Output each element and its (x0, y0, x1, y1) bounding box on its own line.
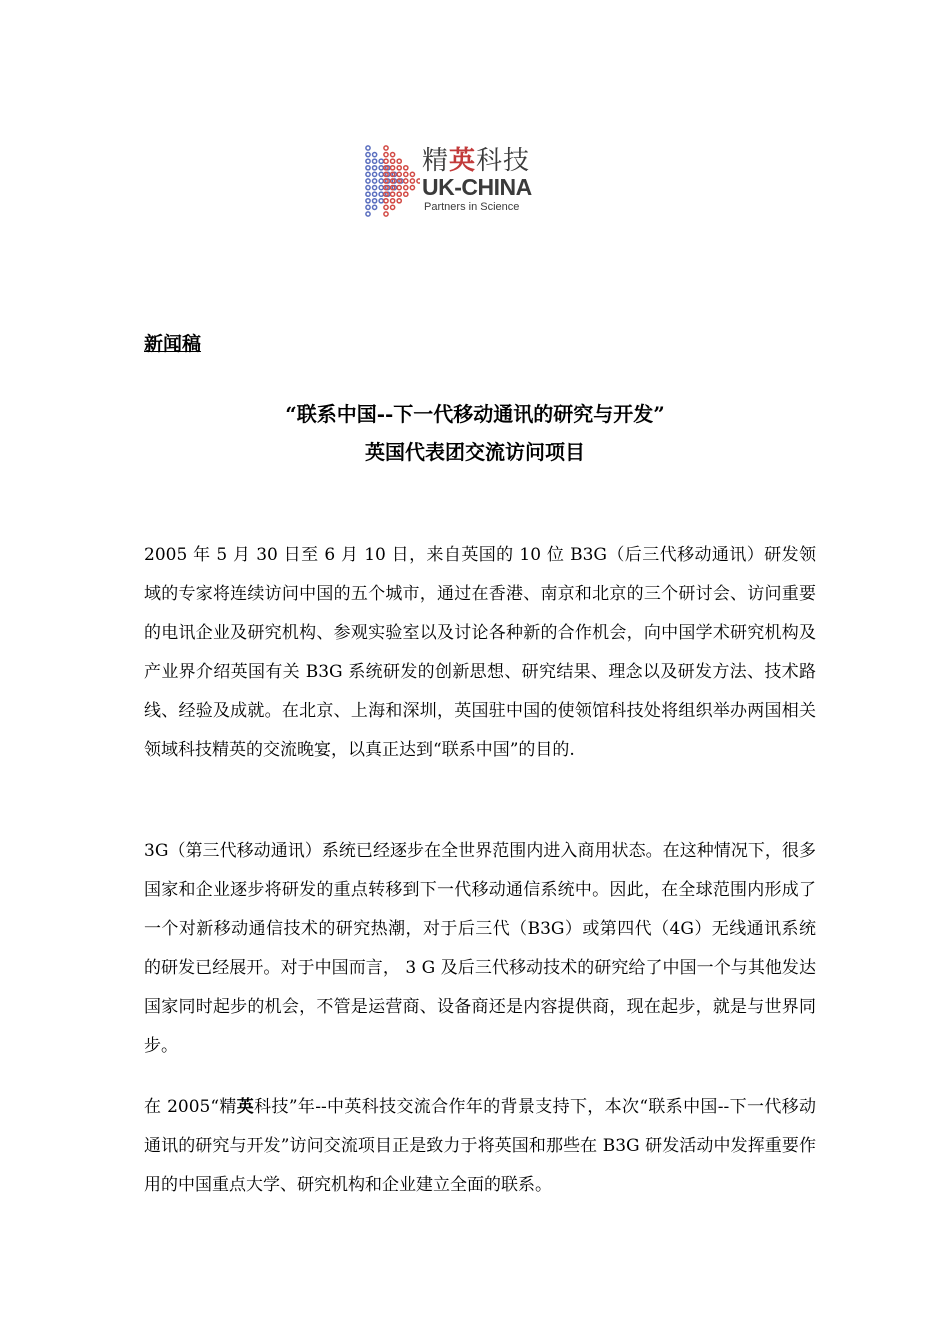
logo-dot (366, 172, 370, 176)
logo-cn-bold: 英 (449, 146, 477, 176)
logo-dot (384, 212, 388, 216)
logo-dot (397, 159, 401, 163)
logo-dot (373, 186, 377, 190)
logo-cn-post: 科技 (476, 146, 531, 176)
paragraph-3-part-a: 在 2005“精 (144, 1097, 237, 1117)
logo-dot (373, 153, 377, 157)
press-release-label: 新闻稿 (144, 333, 202, 355)
logo-dot (404, 172, 408, 176)
logo-dot (373, 199, 377, 203)
logo-cn-pre: 精 (422, 146, 450, 176)
logo-dot (404, 166, 408, 170)
logo-dot (391, 199, 395, 203)
logo-dot (366, 192, 370, 196)
logo-dot (373, 205, 377, 209)
logo-dot (410, 172, 414, 176)
logo-dot (373, 172, 377, 176)
paragraph-3-part-c: 科技”年--中英科技交流合作年的背景支持下，本次“联系中国--下一代移动通讯的研究与开发”访问交流项目正是致力于将英国和那些在 B3G 研发活动中发挥重要作用的中国重点大学、研究机构和企业建立全面的联系。 (144, 1097, 817, 1195)
logo-dot (366, 186, 370, 190)
paragraph-3 (144, 1088, 816, 1205)
logo-dot (379, 199, 383, 203)
logo-dot (366, 146, 370, 150)
logo-chinese-name (422, 146, 530, 176)
logo-dot (373, 179, 377, 183)
logo-dot (379, 172, 383, 176)
paragraph-1: 2005 年 5 月 30 日至 6 月 10 日，来自英国的 10 位 B3G（后三代移动通讯）研发领域的专家将连续访问中国的五个城市，通过在香港、南京和北京的三个研讨会、访问重要的电讯企业及研究机构、参观实验室以及讨论各种新的合作机会，向中国学术研究机构及产业界介绍英国有关 B3G 系统研发的创新思想、研究结果、理念以及研发方法、技术路线、经验及成就。在北京、上海和深圳，英国驻中国的使领馆科技处将组织举办两国相关领域科技精英的交流晚宴，以真正达到“联系中国”的目的. (144, 545, 816, 760)
logo-dot (366, 179, 370, 183)
logo-dot (384, 199, 388, 203)
paragraph-2: 3G（第三代移动通讯）系统已经逐步在全世界范围内进入商用状态。在这种情况下，很多国家和企业逐步将研发的重点转移到下一代移动通信系统中。因此，在全球范围内形成了一个对新移动通信技术的研究热潮，对于后三代（B3G）或第四代（4G）无线通讯系统的研发已经展开。对于中国而言， 3 G 及后三代移动技术的研究给了中国一个与其他发达国家同时起步的机会，不管是运营商、设备商还是内容提供商，现在起步，就是与世界同步。 (144, 841, 816, 1056)
logo-dot (404, 186, 408, 190)
uk-china-logo (364, 144, 604, 220)
logo-dot (397, 166, 401, 170)
logo-dot (410, 179, 414, 183)
logo-dot (404, 192, 408, 196)
logo-dot (391, 153, 395, 157)
logo-dot (366, 166, 370, 170)
logo-dot (366, 205, 370, 209)
logo-dot (373, 159, 377, 163)
logo-english-name: UK-CHINA (422, 174, 532, 200)
logo-dot (366, 153, 370, 157)
logo-dot (391, 192, 395, 196)
logo-dot (404, 179, 408, 183)
logo-dot (379, 186, 383, 190)
logo-dot (379, 166, 383, 170)
logo-dot (397, 186, 401, 190)
logo-dot (397, 172, 401, 176)
logo-dot (397, 192, 401, 196)
logo-dot (373, 166, 377, 170)
logo-dot (366, 159, 370, 163)
logo-dot (384, 205, 388, 209)
paragraph-3-bold: 英 (236, 1097, 255, 1117)
logo-tagline: Partners in Science (424, 201, 520, 213)
logo-dot (373, 192, 377, 196)
logo-dot (366, 199, 370, 203)
logo-dot (391, 159, 395, 163)
logo-dot (410, 186, 414, 190)
logo-dot (379, 192, 383, 196)
logo-dot (384, 146, 388, 150)
logo-dot (379, 159, 383, 163)
logo-dot (391, 205, 395, 209)
logo-dot (366, 212, 370, 216)
logo-dot (379, 179, 383, 183)
title-line-1: “联系中国--下一代移动通讯的研究与开发” (285, 402, 665, 426)
logo-dot (384, 159, 388, 163)
logo-dot (417, 179, 420, 183)
logo-dot (391, 166, 395, 170)
logo-dot (384, 153, 388, 157)
title-line-2: 英国代表团交流访问项目 (365, 440, 585, 464)
logo-dot (397, 199, 401, 203)
logo-dots-icon (364, 144, 420, 220)
